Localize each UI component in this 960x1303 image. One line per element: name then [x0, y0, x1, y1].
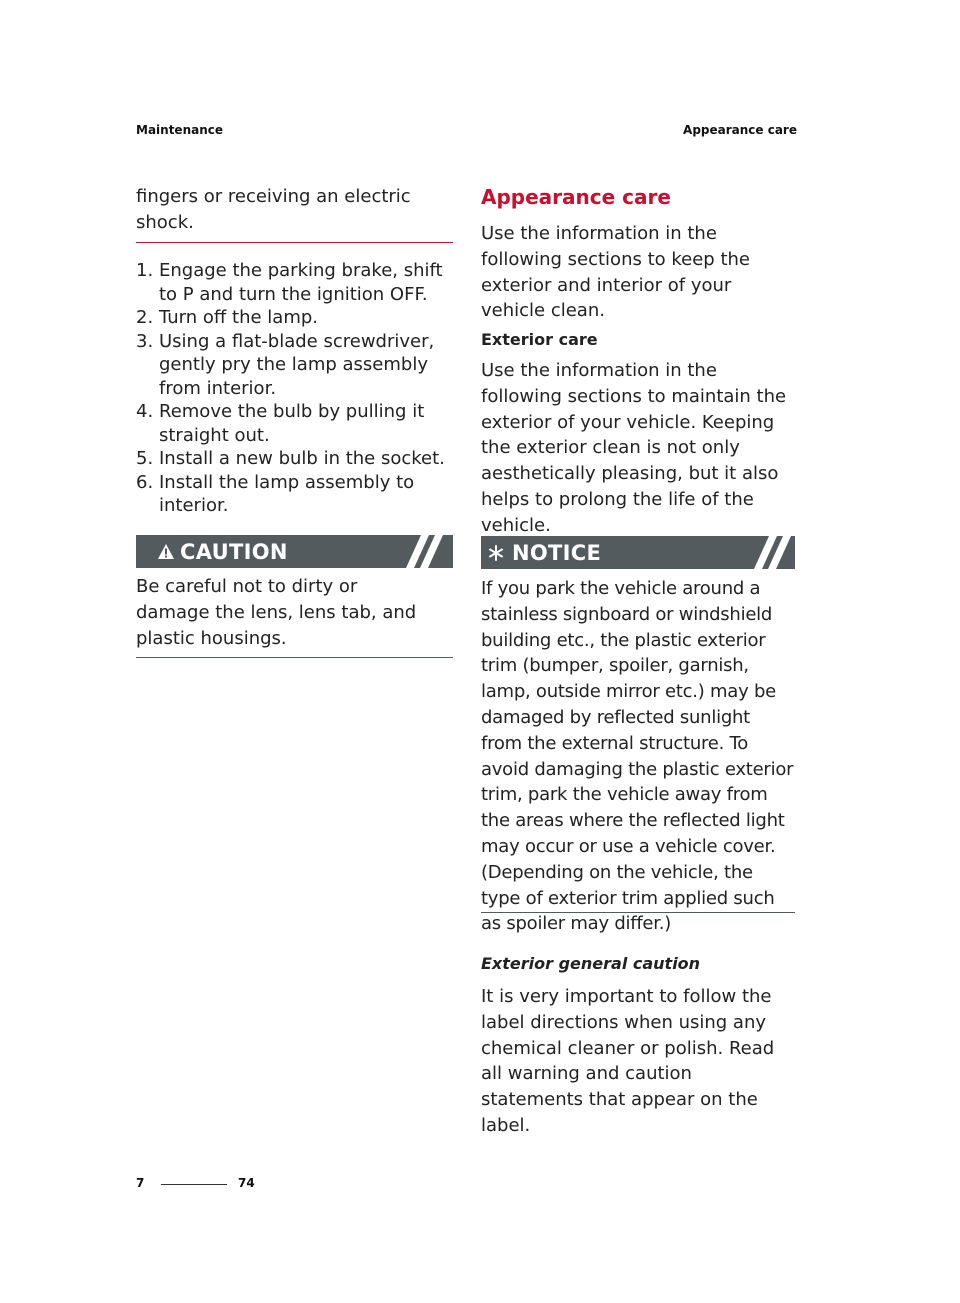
list-item: 5. Install a new bulb in the socket.: [136, 448, 445, 469]
general-caution-heading: Exterior general caution: [481, 954, 701, 973]
section-title: Appearance care: [481, 185, 671, 209]
header-section-left: Maintenance: [136, 123, 224, 137]
notice-label: NOTICE: [512, 541, 602, 565]
caution-label: CAUTION: [180, 540, 288, 564]
section-intro: Use the information in the following sections to keep the exterior and interior of your vehicle clean.: [481, 223, 750, 322]
notice-text: If you park the vehicle around a stainless signboard or windshield building etc., the plastic exterior trim (bumper, spoiler, garnish, lamp, outside mirror etc.) may be damaged by reflected sunlight from the external structure. To avoid damaging the plastic exterior trim, park the vehicle away from the areas where the reflected light may occur or use a vehicle cover. (Depending on the vehicle, the type of exterior trim applied such as spoiler may differ.): [481, 578, 794, 935]
exterior-care-heading: Exterior care: [481, 330, 598, 349]
list-item: 3. Using a flat-blade screwdriver, gently pry the lamp assembly from interior.: [136, 330, 435, 399]
exterior-care-text: Use the information in the following sections to maintain the exterior of your vehicle. Keeping the exterior clean is not only aesthetically pleasing, but it also helps to prolong the life of the vehicle.: [481, 360, 787, 536]
header-section-right: Appearance care: [683, 123, 797, 137]
steps-list: [136, 259, 454, 518]
left-intro-text: fingers or receiving an electric shock.: [136, 186, 411, 233]
red-divider: [136, 242, 453, 243]
banner-stripes: [405, 535, 443, 572]
list-item: 6. Install the lamp assembly to interior.: [136, 471, 415, 516]
warning-triangle-icon: [158, 544, 174, 563]
list-item: 2. Turn off the lamp.: [136, 307, 318, 328]
notice-banner: [481, 536, 795, 569]
list-item: 1. Engage the parking brake, shift to P and turn the ignition OFF.: [136, 260, 443, 305]
list-item: 4. Remove the bulb by pulling it straight out.: [136, 401, 425, 446]
footer-rule: [161, 1184, 227, 1185]
banner-stripes: [753, 536, 791, 573]
caution-banner: [136, 535, 453, 568]
page-number: 74: [238, 1176, 255, 1190]
caution-text: Be careful not to dirty or damage the lens, lens tab, and plastic housings.: [136, 576, 417, 649]
notice-end-rule: [481, 912, 795, 913]
asterisk-icon: [488, 545, 504, 565]
caution-end-rule: [136, 657, 453, 658]
chapter-number: 7: [136, 1176, 145, 1190]
general-caution-text: It is very important to follow the label directions when using any chemical cleaner or polish. Read all warning and caution statements that appear on the label.: [481, 986, 775, 1136]
